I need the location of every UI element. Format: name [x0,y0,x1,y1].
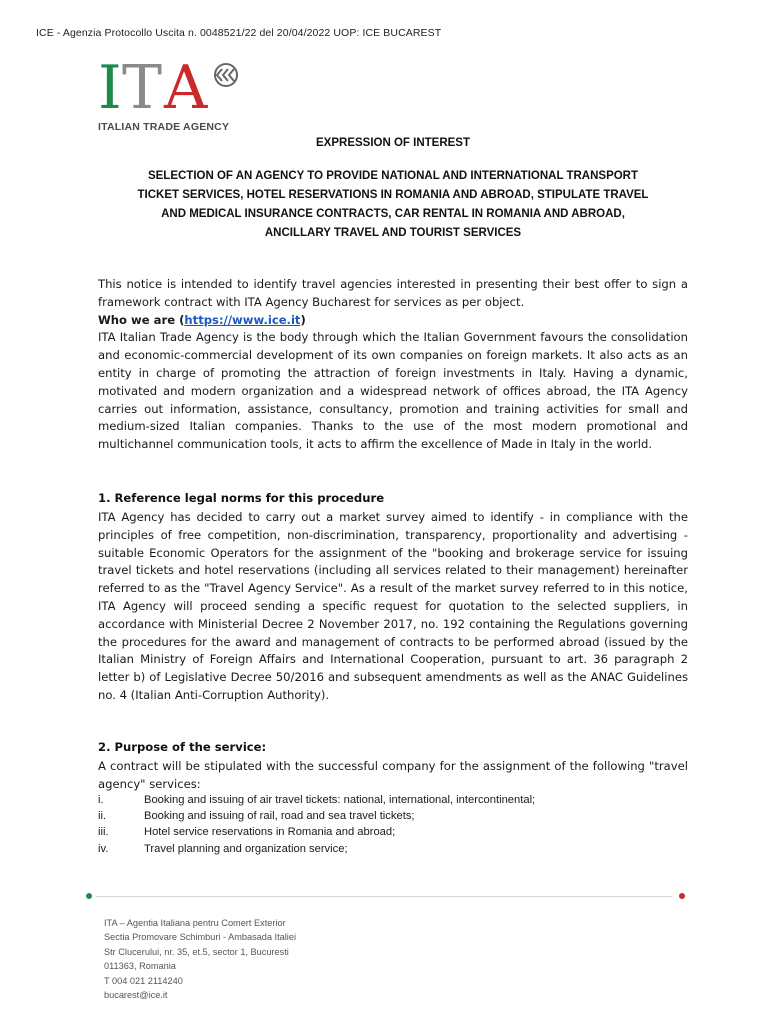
protocol-stamp: ICE - Agenzia Protocollo Uscita n. 0048521/22 del 20/04/2022 UOP: ICE BUCAREST [36,27,442,39]
footer-section: Sectia Promovare Schimburi - Ambasada Italiei [104,932,296,943]
list-item-text: Travel planning and organization service; [144,842,348,855]
footer-postal: 011363, Romania [104,961,176,972]
list-item-text: Booking and issuing of rail, road and sea travel tickets; [144,810,415,823]
subject-line-1: SELECTION OF AN AGENCY TO PROVIDE NATIONAL AND INTERNATIONAL TRANSPORT [147,170,639,182]
footer-red-dot [679,893,685,899]
subject-line-3: AND MEDICAL INSURANCE CONTRACTS, CAR RENTAL IN ROMANIA AND ABROAD, [161,208,625,220]
footer-org-name: ITA – Agentia Italiana pentru Comert Exterior [104,918,286,928]
logo-tagline: ITALIAN TRADE AGENCY [98,121,230,133]
ita-logo [98,60,248,112]
doc-title: EXPRESSION OF INTEREST [316,137,470,149]
footer-divider [96,896,672,897]
list-item-number: i. [98,794,104,806]
list-item [98,808,688,824]
logo-letter-i: I [98,60,122,112]
who-we-are-heading [98,312,688,330]
footer-street: Str Clucerului, nr. 35, et.5, sector 1, Bucuresti [104,946,289,957]
list-item-number: ii. [98,810,107,823]
footer-phone: T 004 021 2114240 [104,975,183,986]
intro-paragraph [98,276,688,454]
who-label: Who we are ( [98,312,185,327]
logo-letter-a: A [164,60,208,112]
list-item [98,841,688,857]
section-2-title: 2. Purpose of the service: [98,740,267,754]
subject-line-4: ANCILLARY TRAVEL AND TOURIST SERVICES [264,227,522,239]
section-1-text: ITA Agency has decided to carry out a market survey aimed to identify - in compliance with the principles of free competition, non-discrimination, transparency, proportionality and advertising - suitable Economic Operators for the assignment of the "booking and brokerage service for issuing travel tickets and hotel reservations (including all services related to their management) hereinafter referred to as the "Travel Agency Service". As a result of the market survey referred to in this notice, ITA Agency will proceed sending a specific request for quotation to the selected suppliers, in accordance with Ministerial Decree 2 November 2017, no. 192 containing the Regulations governing the procedures for the award and management of contracts to be performed abroad (issued by the Italian Ministry of Foreign Affairs and International Cooperation, pursuant to art. 36 paragraph 2 letter b) of Legislative Decree 50/2016 and subsequent amendments as well as the ANAC Guidelines no. 4 (Italian Anti-Corruption Authority). [98,510,688,702]
section-2-text: A contract will be stipulated with the successful company for the assignment of the following "travel agency" services: [98,759,688,791]
section-1-title: 1. Reference legal norms for this procedure [98,491,385,505]
services-list [98,792,688,857]
list-item [98,824,688,840]
notice-text: This notice is intended to identify travel agencies interested in presenting their best offer to sign a framework contract with ITA Agency Bucharest for services as per object. [98,277,688,309]
ice-website-link[interactable]: https://www.ice.it [184,312,301,327]
footer-green-dot [86,893,92,899]
footer-email[interactable]: bucarest@ice.it [104,990,168,1001]
subject-line-2: TICKET SERVICES, HOTEL RESERVATIONS IN ROMANIA AND ABROAD, STIPULATE TRAVEL [137,189,649,201]
list-item-number: iii. [98,826,109,839]
logo-letter-t: T [122,60,163,112]
doc-subject [98,167,688,243]
ita-logo-mark [98,60,248,112]
list-item [98,792,688,808]
who-we-are-text: ITA Italian Trade Agency is the body through which the Italian Government favours the consolidation and economic-commercial development of its own companies on foreign markets. It also acts as an entity in charge of promoting the attraction of foreign investments in Italy. Having a dynamic, motivated and modern organization and a widespread network of offices abroad, the ITA Agency carries out information, assistance, consultancy, promotion and training activities for small and medium-sized Italian companies. Thanks to the use of the most modern promotional and multichannel communication tools, it acts to affirm the excellence of Made in Italy in the world. [98,330,688,452]
who-close: ) [300,312,306,327]
footer-address [104,916,296,1002]
logo-arrows-icon [215,64,237,86]
list-item-text: Booking and issuing of air travel tickets: national, international, intercontinental; [144,794,536,806]
list-item-text: Hotel service reservations in Romania and abroad; [144,826,396,839]
list-item-number: iv. [98,842,109,855]
